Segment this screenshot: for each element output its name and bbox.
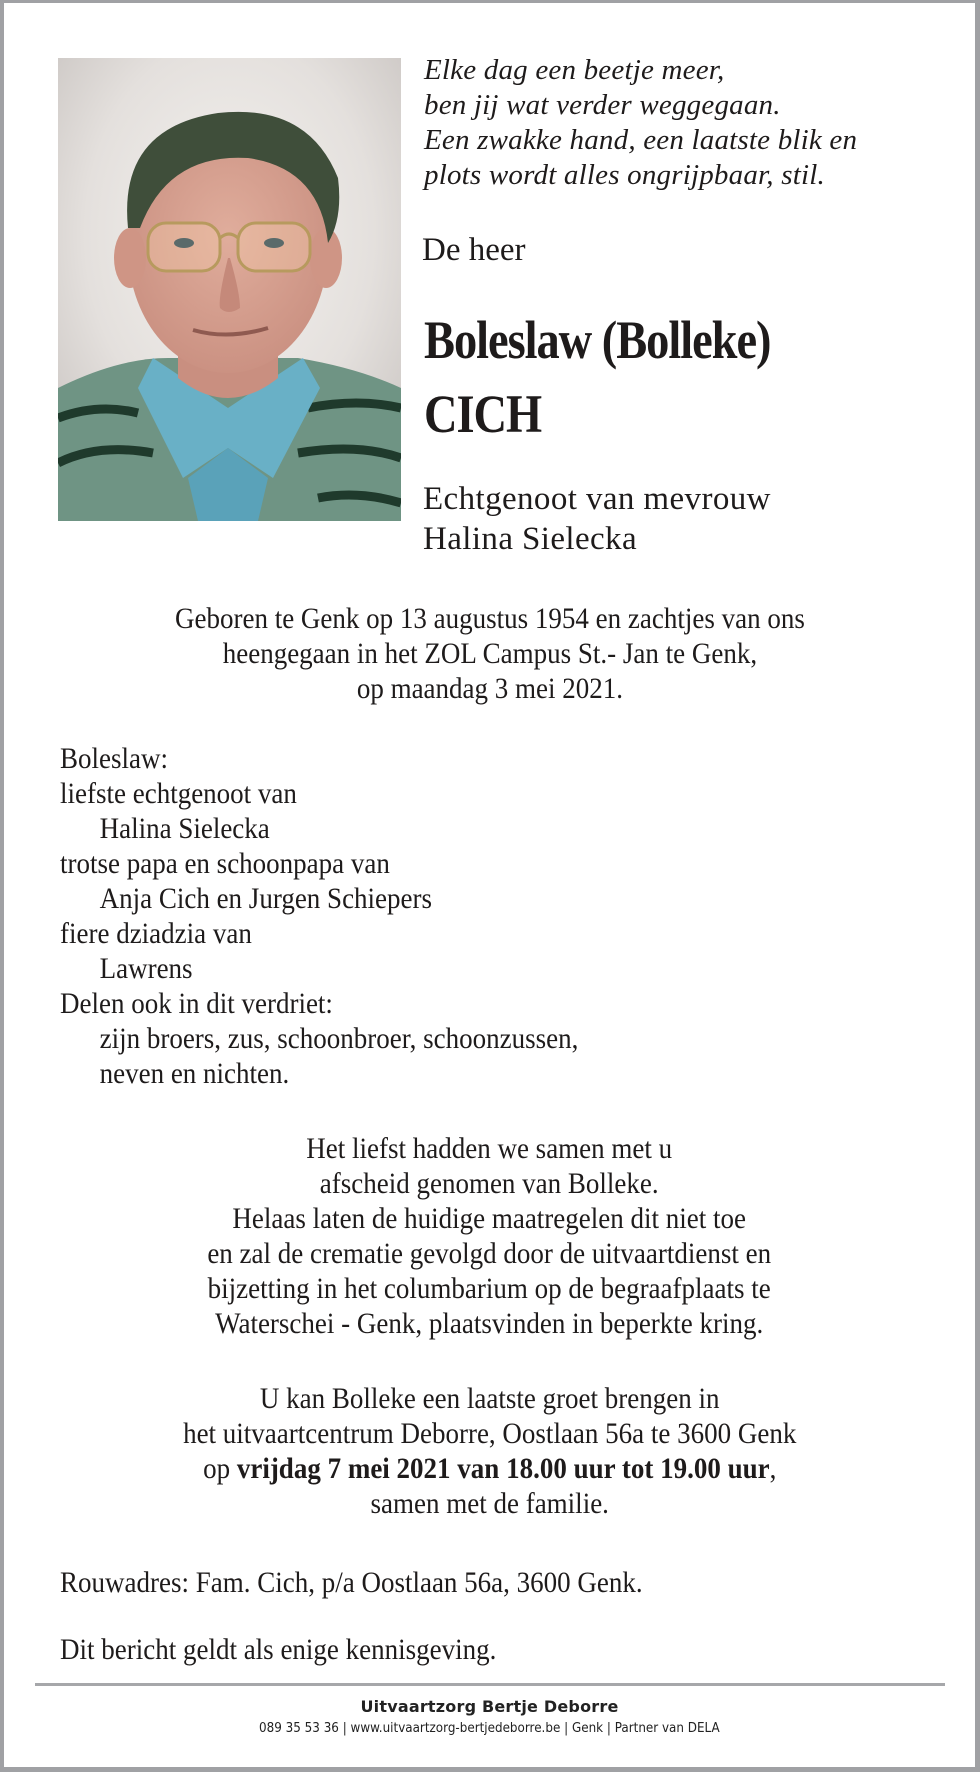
- text-line: op maandag 3 mei 2021.: [356, 672, 623, 705]
- text-line: afscheid genomen van Bolleke.: [320, 1167, 659, 1200]
- funeral-home-contact: 089 35 53 36 | www.uitvaartzorg-bertjedeborre.be | Genk | Partner van DELA: [259, 1721, 720, 1736]
- family-line-indented: Anja Cich en Jurgen Schiepers: [99, 882, 433, 915]
- text-line: het uitvaartcentrum Deborre, Oostlaan 56a te 3600 Genk: [182, 1417, 797, 1450]
- poem-line: Elke dag een beetje meer,: [424, 54, 725, 86]
- family-list: [60, 741, 578, 1091]
- visitation-datetime-line: [183, 1451, 796, 1486]
- text-line: Waterschei - Genk, plaatsvinden in beperkte kring.: [215, 1307, 764, 1340]
- portrait-icon: [58, 58, 401, 521]
- portrait-photo: [58, 58, 401, 521]
- text-line: Het liefst hadden we samen met u: [306, 1132, 673, 1165]
- text-line: samen met de familie.: [370, 1487, 609, 1520]
- family-line: trotse papa en schoonpapa van: [60, 847, 390, 880]
- footer: [4, 1697, 975, 1738]
- funeral-home-name: Uitvaartzorg Bertje Deborre: [360, 1697, 619, 1716]
- text-line: Geboren te Genk op 13 augustus 1954 en zachtjes van ons: [174, 602, 805, 635]
- spouse-name: Halina Sielecka: [423, 521, 637, 557]
- notice-statement: Dit bericht geldt als enige kennisgeving.: [60, 1633, 497, 1666]
- visitation-info: [4, 1381, 975, 1521]
- deceased-surname: CICH: [424, 384, 542, 444]
- text-line: U kan Bolleke een laatste groet brengen in: [259, 1382, 720, 1415]
- family-line-indented: zijn broers, zus, schoonbroer, schoonzussen,: [99, 1022, 579, 1055]
- visitation-datetime: vrijdag 7 mei 2021 van 18.00 uur tot 19.00 uur: [236, 1452, 770, 1485]
- text-prefix: op: [202, 1452, 237, 1485]
- family-line: Boleslaw:: [60, 742, 168, 775]
- text-suffix: ,: [769, 1452, 777, 1485]
- text-line: heengegaan in het ZOL Campus St.- Jan te Genk,: [222, 637, 757, 670]
- family-line-indented: neven en nichten.: [99, 1057, 290, 1090]
- obituary-card: [4, 3, 975, 1767]
- spouse-label: Echtgenoot van mevrouw: [423, 481, 771, 517]
- birth-death-info: [4, 601, 975, 706]
- spouse-info: [423, 479, 771, 559]
- poem-line: ben jij wat verder weggegaan.: [424, 89, 781, 121]
- text-line: en zal de crematie gevolgd door de uitvaartdienst en: [207, 1237, 772, 1270]
- farewell-message: [4, 1131, 975, 1341]
- salutation: De heer: [422, 232, 526, 268]
- footer-divider: [35, 1683, 945, 1686]
- family-line: Delen ook in dit verdriet:: [60, 987, 333, 1020]
- family-line-indented: Halina Sielecka: [99, 812, 270, 845]
- mourning-address: Rouwadres: Fam. Cich, p/a Oostlaan 56a, 3600 Genk.: [60, 1566, 643, 1599]
- text-line: bijzetting in het columbarium op de begraafplaats te: [207, 1272, 772, 1305]
- family-line: liefste echtgenoot van: [60, 777, 297, 810]
- poem-line: Een zwakke hand, een laatste blik en: [424, 124, 858, 156]
- poem: [424, 53, 857, 193]
- family-line-indented: Lawrens: [99, 952, 193, 985]
- text-line: Helaas laten de huidige maatregelen dit niet toe: [232, 1202, 747, 1235]
- deceased-name: [424, 303, 770, 451]
- poem-line: plots wordt alles ongrijpbaar, stil.: [424, 159, 825, 191]
- family-line: fiere dziadzia van: [60, 917, 252, 950]
- deceased-name-line1: Boleslaw (Bolleke): [424, 310, 771, 370]
